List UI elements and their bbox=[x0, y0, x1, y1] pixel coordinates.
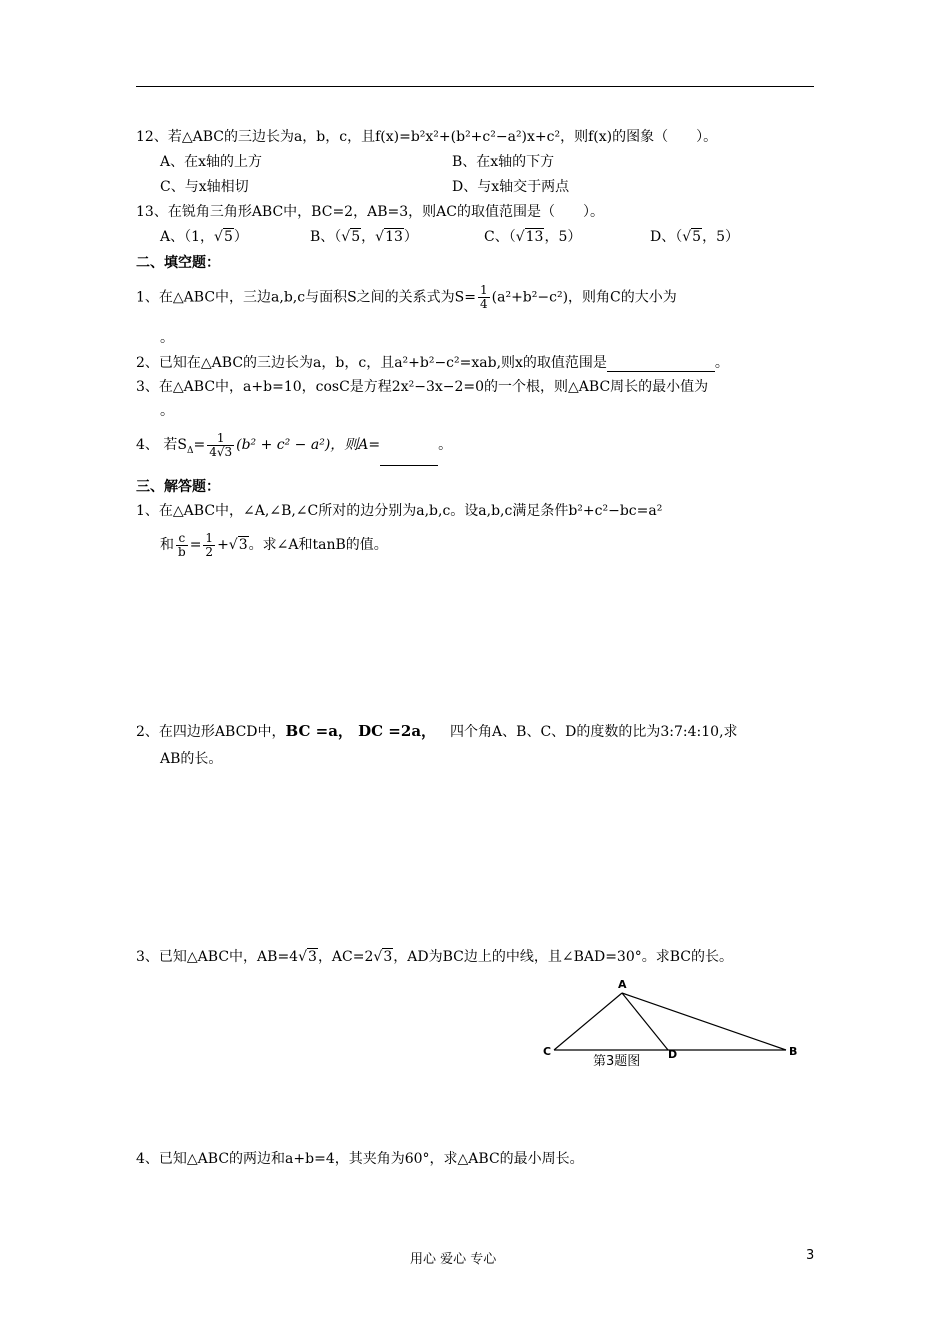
side-ac bbox=[554, 993, 622, 1050]
vertex-label-c: C bbox=[543, 1045, 552, 1058]
solve1-fraction-half: $\frac{1}{2}$ bbox=[205, 530, 214, 559]
triangle-figure bbox=[540, 975, 810, 1075]
q12-option-c: C、与x轴相切 bbox=[160, 179, 249, 195]
fill3-text: 3、在△ABC中，a+b=10，cosC是方程2x²−3x−2=0的一个根，则△ABC周长的最小值为 bbox=[136, 379, 709, 395]
fill4-blank[interactable] bbox=[380, 451, 438, 466]
fill1-fraction: $\frac{1}{4}$ bbox=[480, 283, 488, 311]
solve2-line2: AB的长。 bbox=[160, 751, 223, 767]
vertex-label-d: D bbox=[668, 1048, 678, 1061]
page-number: 3 bbox=[806, 1248, 815, 1263]
section2-title: 二、填空题： bbox=[136, 255, 220, 271]
q12-text: 12、若△ABC的三边长为a，b，c，且f(x)=b²x²+(b²+c²−a²)x+c²，则f(x)的图象（ ）。 bbox=[136, 129, 718, 145]
fill1-end: 。 bbox=[160, 330, 174, 346]
solve2-line1: 2、在四边形ABCD中，BC =a， DC =2a， 四个角A、B、C、D的度数的比为3:7:4:10,求 bbox=[136, 722, 738, 740]
q13-option-d: D、（√5，5） bbox=[650, 229, 739, 245]
q13-option-c: C、（√13，5） bbox=[484, 229, 582, 245]
side-ab bbox=[622, 993, 786, 1050]
q13-option-a: A、（1，√5） bbox=[160, 229, 248, 245]
solve3-text: 3、已知△ABC中，AB=4√3，AC=2√3，AD为BC边上的中线，且∠BAD=30°。求BC的长。 bbox=[136, 949, 734, 965]
solve1-line1: 1、在△ABC中，∠A,∠B,∠C所对的边分别为a,b,c。设a,b,c满足条件b²+c²−bc=a² bbox=[136, 503, 663, 519]
solve1-fraction-cb: $\frac{c}{b}$ bbox=[178, 530, 186, 559]
header-rule bbox=[136, 86, 814, 87]
section3-title: 三、解答题： bbox=[136, 479, 220, 495]
q13-text: 13、在锐角三角形ABC中，BC=2，AB=3，则AC的取值范围是（ ）。 bbox=[136, 204, 604, 220]
figure-caption: 第3题图 bbox=[593, 1054, 641, 1069]
fill1-text: 1、在△ABC中，三边a,b,c与面积S之间的关系式为S= $\frac{1}{4}$ (a²+b²−c²)，则角C的大小为 bbox=[136, 283, 677, 311]
fill2-blank[interactable] bbox=[607, 357, 715, 372]
q12-option-b: B、在x轴的下方 bbox=[452, 154, 555, 170]
fill4-text: 4、 若$S_\Delta=$ $\frac{1}{4√3}$ (b² + c² − a²)，则A= 。 bbox=[136, 430, 452, 466]
vertex-label-b: B bbox=[789, 1045, 798, 1058]
solve1-line2: 和 $\frac{c}{b}$ = $\frac{1}{2}$ +√3。求∠A和tanB的值。 bbox=[160, 530, 388, 559]
footer-motto: 用心 爱心 专心 bbox=[410, 1252, 497, 1267]
vertex-label-a: A bbox=[618, 978, 627, 991]
fill2-text: 2、已知在△ABC的三边长为a，b，c，且a²+b²−c²=xab,则x的取值范围是 。 bbox=[136, 355, 729, 371]
fill4-fraction: $\frac{1}{4√3}$ bbox=[209, 430, 233, 459]
fill3-end: 。 bbox=[160, 403, 174, 419]
solve4-text: 4、已知△ABC的两边和a+b=4，其夹角为60°，求△ABC的最小周长。 bbox=[136, 1151, 584, 1167]
q13-option-b: B、（√5，√13） bbox=[310, 229, 418, 245]
q12-option-d: D、与x轴交于两点 bbox=[452, 179, 570, 195]
q12-option-a: A、在x轴的上方 bbox=[160, 154, 263, 170]
